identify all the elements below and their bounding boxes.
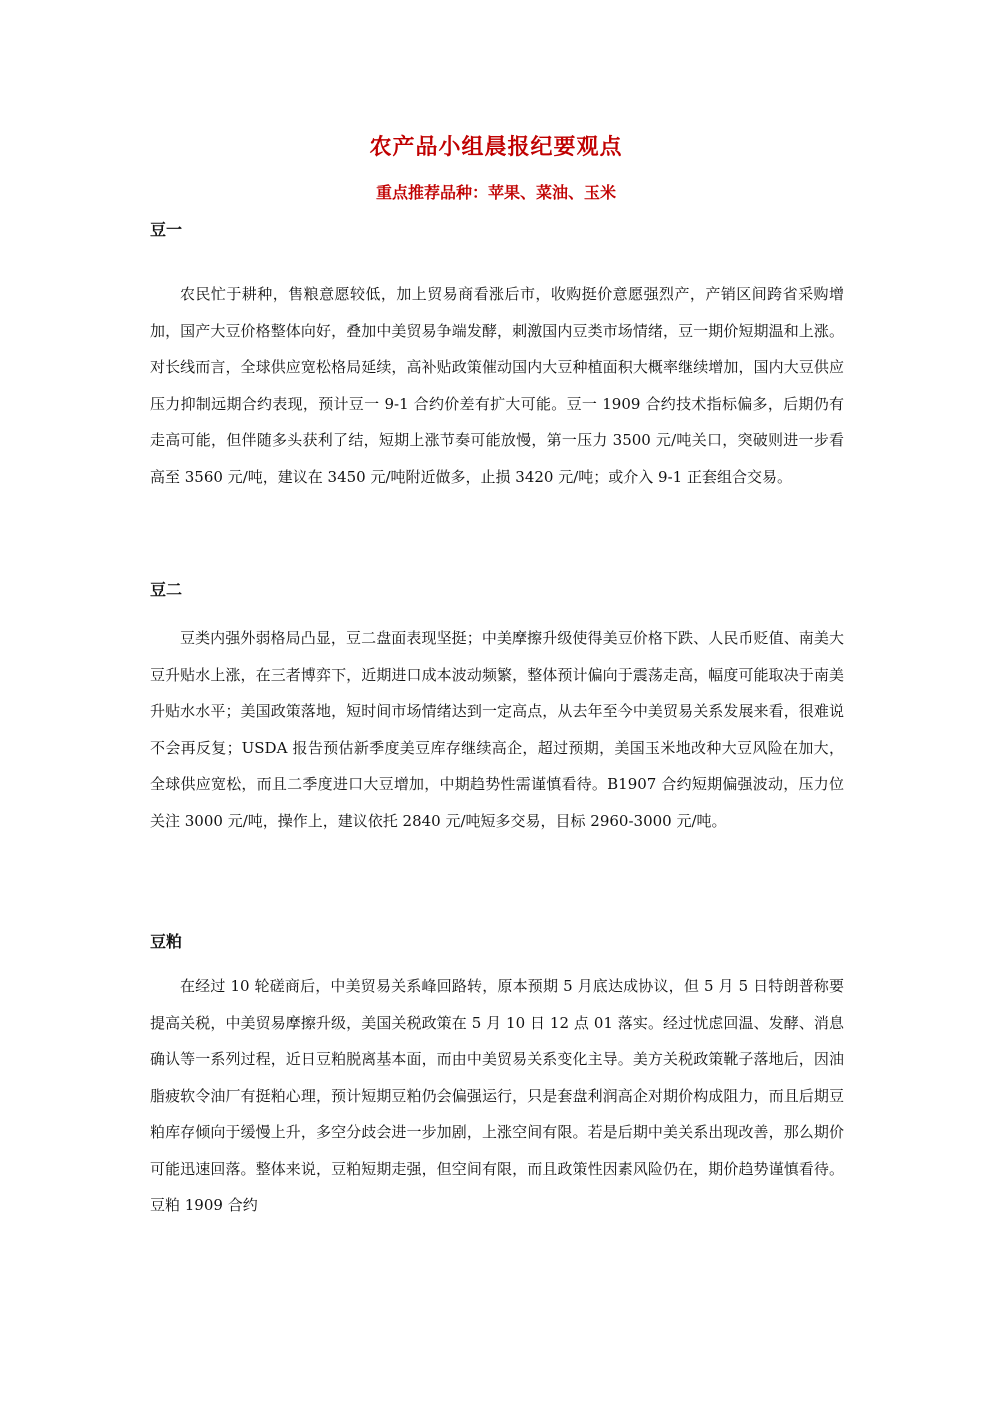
section-body-doupo: 在经过 10 轮磋商后，中美贸易关系峰回路转，原本预期 5 月底达成协议，但 5 月 5 日特朗普称要提高关税，中美贸易摩擦升级，美国关税政策在 5 月 10 日 12 点 01 落实。经过忧虑回温、发酵、消息确认等一系列过程，近日豆粕脱离基本面，而由中美贸易关系变化主导。美方关税政策靴子落地后，因油脂疲软令油厂有挺粕心理，预计短期豆粕仍会偏强运行，只是套盘利润高企对期价构成阻力，而且后期豆粕库存倾向于缓慢上升，多空分歧会进一步加剧，上涨空间有限。若是后期中美关系出现改善，那么期价可能迅速回落。整体来说，豆粕短期走强，但空间有限，而且政策性因素风险仍在，期价趋势谨慎看待。豆粕 1909 合约	[150, 977, 844, 1214]
section-douyi	[150, 218, 844, 495]
section-body-douer: 豆类内强外弱格局凸显，豆二盘面表现坚挺；中美摩擦升级使得美豆价格下跌、人民币贬值、南美大豆升贴水上涨，在三者博弈下，近期进口成本波动频繁，整体预计偏向于震荡走高，幅度可能取决于南美升贴水水平；美国政策落地，短时间市场情绪达到一定高点，从去年至今中美贸易关系发展来看，很难说不会再反复；USDA 报告预估新季度美豆库存继续高企，超过预期，美国玉米地改种大豆风险在加大，全球供应宽松，而且二季度进口大豆增加，中期趋势性需谨慎看待。B1907 合约短期偏强波动，压力位关注 3000 元/吨，操作上，建议依托 2840 元/吨短多交易，目标 2960-3000 元/吨。	[150, 629, 844, 830]
section-heading-doupo: 豆粕	[150, 932, 183, 951]
section-heading-douyi: 豆一	[150, 220, 183, 239]
section-douer	[150, 578, 844, 839]
section-body-douyi: 农民忙于耕种，售粮意愿较低，加上贸易商看涨后市，收购挺价意愿强烈产，产销区间跨省采购增加，国产大豆价格整体向好，叠加中美贸易争端发酵，刺激国内豆类市场情绪，豆一期价短期温和上涨。对长线而言，全球供应宽松格局延续，高补贴政策催动国内大豆种植面积大概率继续增加，国内大豆供应压力抑制远期合约表现，预计豆一 9-1 合约价差有扩大可能。豆一 1909 合约技术指标偏多，后期仍有走高可能，但伴随多头获利了结，短期上涨节奏可能放慢，第一压力 3500 元/吨关口，突破则进一步看高至 3560 元/吨，建议在 3450 元/吨附近做多，止损 3420 元/吨；或介入 9-1 正套组合交易。	[150, 285, 844, 486]
section-heading-douer: 豆二	[150, 580, 183, 599]
document-subtitle: 重点推荐品种：苹果、菜油、玉米	[375, 183, 616, 202]
section-doupo	[150, 930, 844, 1224]
document-title: 农产品小组晨报纪要观点	[369, 135, 623, 160]
